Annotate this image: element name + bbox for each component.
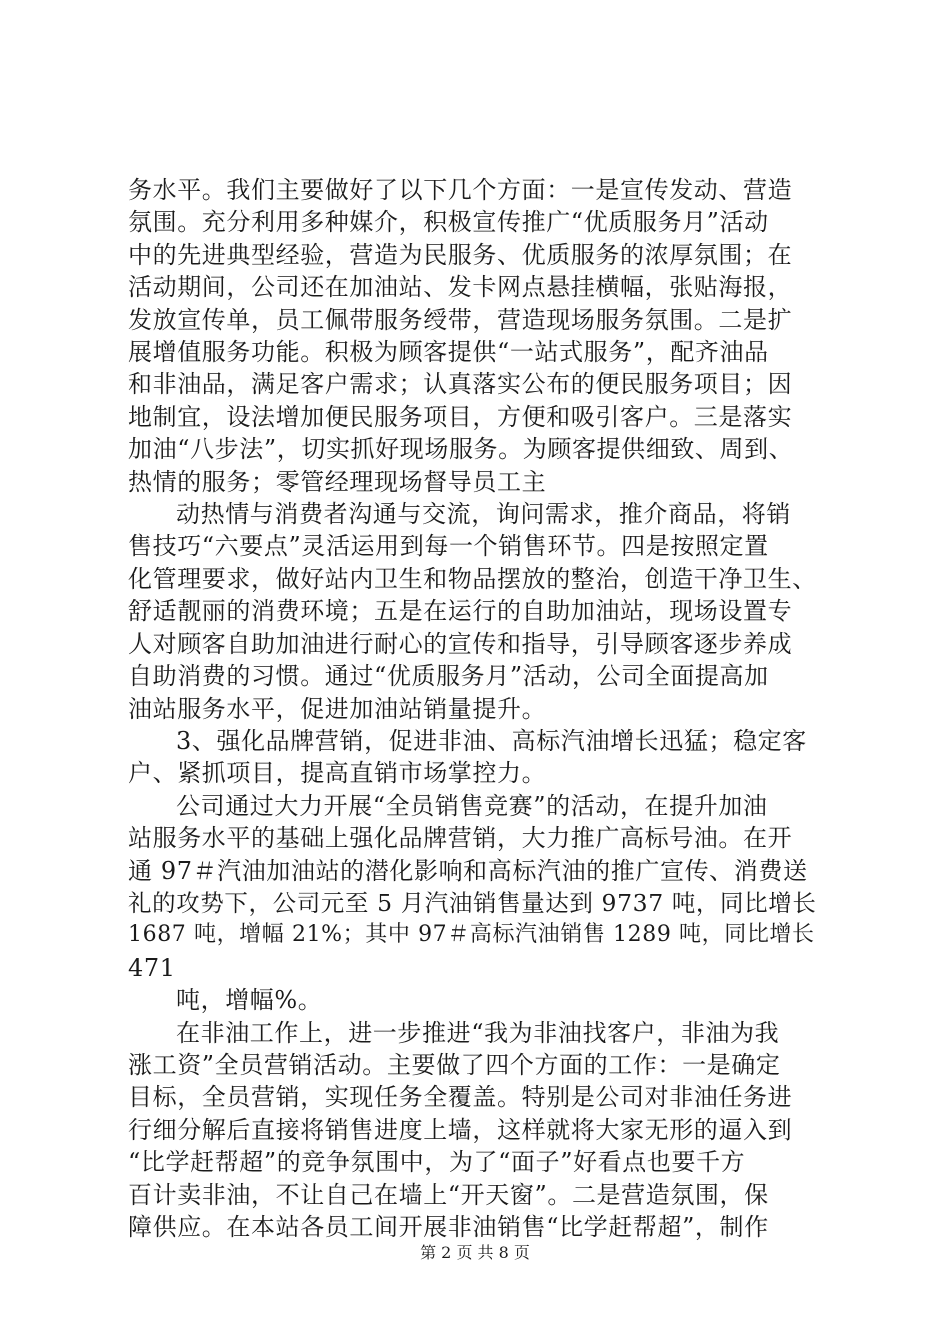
text-line: 化管理要求，做好站内卫生和物品摆放的整治，创造干净卫生、 xyxy=(128,564,817,593)
text-line: 户、紧抓项目，提高直销市场掌控力。 xyxy=(128,759,547,788)
text-line: “比学赶帮超”的竞争氛围中，为了“面子”好看点也要千方 xyxy=(128,1148,746,1177)
text-line: 和非油品，满足客户需求；认真落实公布的便民服务项目；因 xyxy=(128,370,793,399)
text-line: 站服务水平的基础上强化品牌营销，大力推广高标号油。在开 xyxy=(128,824,793,853)
text-line: 行细分解后直接将销售进度上墙，这样就将大家无形的逼入到 xyxy=(128,1115,793,1144)
text-line: 人对顾客自助加油进行耐心的宣传和指导，引导顾客逐步养成 xyxy=(128,629,793,658)
text-line: 471 xyxy=(128,953,176,982)
text-line: 热情的服务；零管经理现场督导员工主 xyxy=(128,467,547,496)
page-footer: 第 2 页 共 8 页 xyxy=(420,1243,530,1262)
text-line: 在非油工作上，进一步推进“我为非油找客户，非油为我 xyxy=(176,1018,780,1047)
text-line: 地制宜，设法增加便民服务项目，方便和吸引客户。三是落实 xyxy=(128,402,793,431)
text-line: 售技巧“六要点”灵活运用到每一个销售环节。四是按照定置 xyxy=(128,532,769,561)
text-line: 加油“八步法”，切实抓好现场服务。为顾客提供细致、周到、 xyxy=(128,435,794,464)
text-line: 发放宣传单，员工佩带服务绶带，营造现场服务氛围。二是扩 xyxy=(128,305,793,334)
text-line: 中的先进典型经验，营造为民服务、优质服务的浓厚氛围；在 xyxy=(128,240,793,269)
text-line: 目标，全员营销，实现任务全覆盖。特别是公司对非油任务进 xyxy=(128,1083,793,1112)
text-line: 障供应。在本站各员工间开展非油销售“比学赶帮超”，制作 xyxy=(128,1213,769,1241)
text-line: 氛围。充分利用多种媒介，积极宣传推广“优质服务月”活动 xyxy=(128,208,769,237)
text-line: 1687 吨，增幅 21%；其中 97＃高标汽油销售 1289 吨，同比增长 xyxy=(128,922,815,948)
text-line: 舒适靓丽的消费环境；五是在运行的自助加油站，现场设置专 xyxy=(128,597,793,626)
text-line: 务水平。我们主要做好了以下几个方面：一是宣传发动、营造 xyxy=(128,176,793,204)
text-line: 展增值服务功能。积极为顾客提供“一站式服务”，配齐油品 xyxy=(128,338,769,367)
text-line: 3、强化品牌营销，促进非油、高标汽油增长迅猛；稳定客 xyxy=(176,726,807,755)
text-line: 公司通过大力开展“全员销售竞赛”的活动，在提升加油 xyxy=(176,791,768,820)
document-body xyxy=(128,174,828,1243)
text-line: 百计卖非油，不让自己在墙上“开天窗”。二是营造氛围，保 xyxy=(128,1180,769,1209)
text-line: 动热情与消费者沟通与交流，询问需求，推介商品，将销 xyxy=(176,500,791,529)
text-line: 礼的攻势下，公司元至 5 月汽油销售量达到 9737 吨，同比增长 xyxy=(128,888,817,917)
text-line: 吨，增幅%。 xyxy=(176,986,323,1015)
text-line: 通 97＃汽油加油站的潜化影响和高标汽油的推广宣传、消费送 xyxy=(128,856,808,885)
text-line: 涨工资”全员营销活动。主要做了四个方面的工作：一是确定 xyxy=(128,1050,781,1079)
text-line: 油站服务水平，促进加油站销量提升。 xyxy=(128,694,547,723)
text-line: 活动期间，公司还在加油站、发卡网点悬挂横幅，张贴海报， xyxy=(128,273,793,302)
text-line: 自助消费的习惯。通过“优质服务月”活动，公司全面提高加 xyxy=(128,662,769,691)
